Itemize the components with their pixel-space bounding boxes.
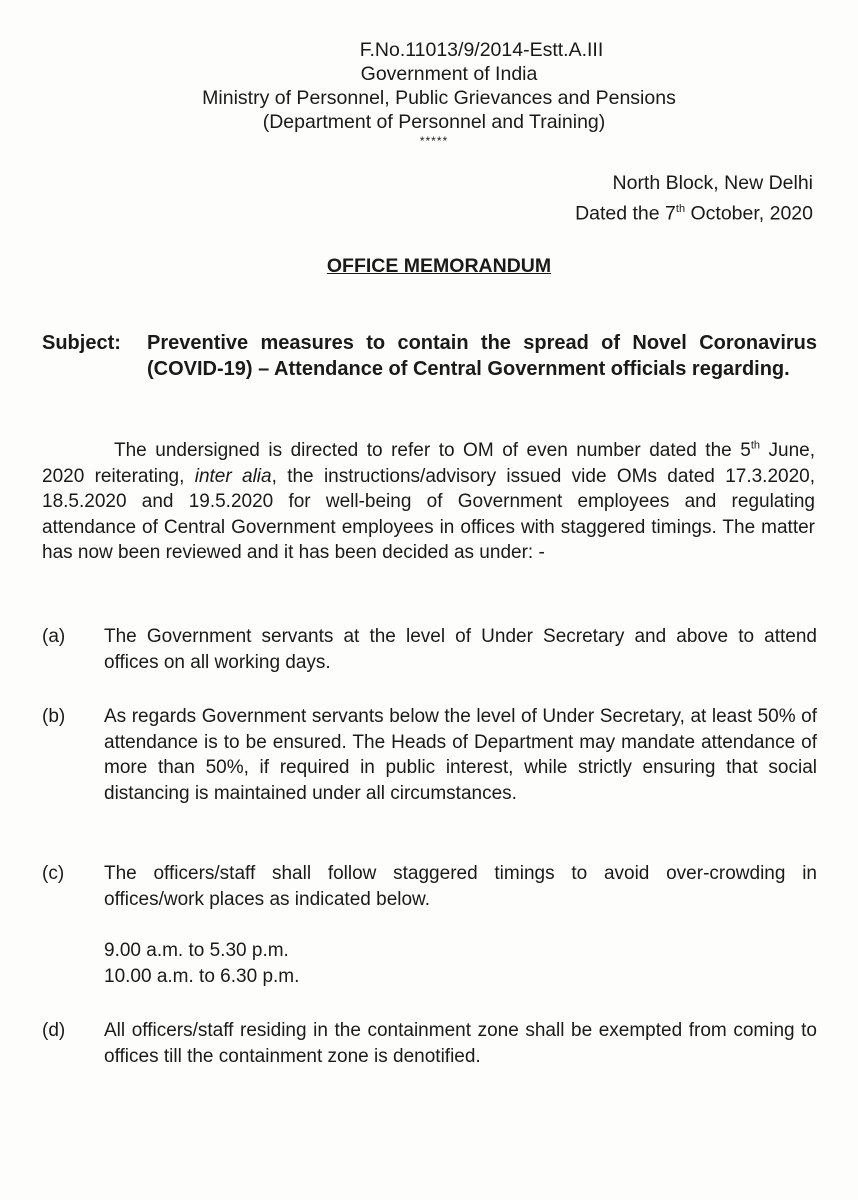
intro-superscript: th <box>750 439 760 452</box>
date-line <box>575 196 813 227</box>
list-item-c <box>42 861 817 912</box>
list-item-b <box>42 704 817 806</box>
list-item-a <box>42 624 817 675</box>
list-item-marker: (b) <box>42 706 66 727</box>
date-superscript: th <box>675 203 686 215</box>
list-item-text: As regards Government servants below the level of Under Secretary, at least 50% of attendance is to be ensured. The Heads of Department may mandate attendance of more than 50%, if required in public interest, while strictly ensuring that social distancing is maintained under all circumstances. <box>104 706 817 804</box>
list-item-text: The Government servants at the level of Under Secretary and above to attend offices on all working days. <box>104 626 817 673</box>
date-prefix: Dated the 7 <box>575 202 676 225</box>
list-item-text: All officers/staff residing in the containment zone shall be exempted from coming to offices till the containment zone is denotified. <box>104 1020 817 1067</box>
list-item-text: The officers/staff shall follow staggered timings to avoid over-crowding in offices/work places as indicated below. <box>104 863 817 910</box>
subject-text: Preventive measures to contain the spread of Novel Coronavirus (COVID-19) – Attendance of Central Government officials regarding. <box>147 332 817 380</box>
subject-label: Subject: <box>42 332 121 354</box>
timing-slot-1: 9.00 a.m. to 5.30 p.m. <box>104 940 289 961</box>
date-suffix: October, 2020 <box>685 202 813 225</box>
memo-title: OFFICE MEMORANDUM <box>326 255 552 277</box>
header-separator: ***** <box>419 134 449 148</box>
list-item-marker: (d) <box>42 1020 66 1041</box>
subject-block <box>42 330 817 382</box>
timing-slot-2: 10.00 a.m. to 6.30 p.m. <box>104 965 300 987</box>
list-item-marker: (c) <box>42 863 65 884</box>
intro-part-1: The undersigned is directed to refer to OM of even number dated the 5 <box>114 440 751 461</box>
department-name: (Department of Personnel and Training) <box>262 111 606 133</box>
intro-italic: inter alia <box>194 465 272 487</box>
intro-part-3: , the instructions/advisory issued vide OMs dated 17.3.2020, 18.5.2020 and 19.5.2020 for well-being of Government employees and regulating attendance of Central Government employees in offices with staggered timings. The matter has now been reviewed and it has been decided as under: - <box>42 465 815 564</box>
timings-list <box>104 938 299 989</box>
list-item-d <box>42 1018 817 1069</box>
document-header <box>0 38 858 148</box>
file-number: F.No.11013/9/2014-Estt.A.III <box>359 39 604 61</box>
list-item-marker: (a) <box>42 626 66 647</box>
intro-part-2: June, 2020 reiterating, <box>42 440 816 487</box>
location: North Block, New Delhi <box>612 172 813 194</box>
ministry-name: Ministry of Personnel, Public Grievances and Pensions <box>202 87 676 109</box>
intro-paragraph <box>42 438 815 566</box>
government-name: Government of India <box>360 63 538 85</box>
place-and-date <box>575 170 813 227</box>
